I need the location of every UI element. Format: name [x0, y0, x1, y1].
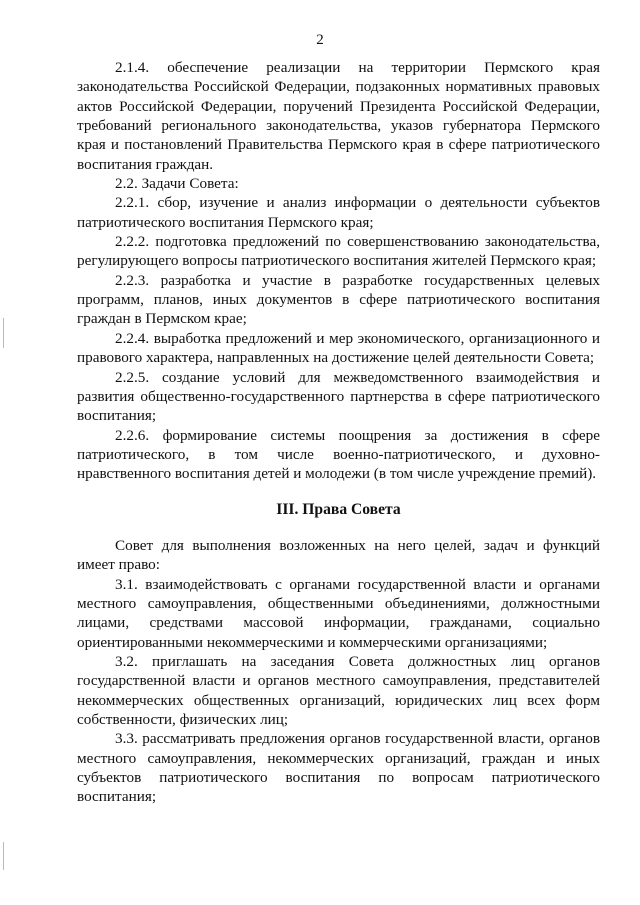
document-body — [77, 58, 600, 807]
paragraph-2-2-1: 2.2.1. сбор, изучение и анализ информации о деятельности субъектов патриотического воспитания Пермского края; — [77, 194, 600, 231]
scan-edge-mark — [3, 318, 4, 348]
paragraph-2-2-6: 2.2.6. формирование системы поощрения за достижения в сфере патриотического, в том числе военно-патриотического, и духовно-нравственного воспитания детей и молодежи (в том числе учреждение премий). — [77, 426, 600, 483]
paragraph-2-1-4: 2.1.4. обеспечение реализации на территории Пермского края законодательства Российской Федерации, подзаконных нормативных правовых актов Российской Федерации, поручений Президента Российской Федерации, требований регионального законодательства, указов губернатора Пермского края и постановлений Правительства Пермского края в сфере патриотического воспитания граждан. — [77, 59, 600, 173]
paragraph-2-2-2: 2.2.2. подготовка предложений по совершенствованию законодательства, регулирующего вопросы патриотического воспитания жителей Пермского края; — [77, 233, 600, 270]
section-heading: III. Права Совета — [276, 500, 401, 518]
paragraph-3-2: 3.2. приглашать на заседания Совета должностных лиц органов государственной власти и органов местного самоуправления, представителей некоммерческих общественных организаций, юридических лиц всех форм собственности, физических лиц; — [77, 652, 600, 728]
page-number: 2 — [316, 32, 324, 48]
paragraph-3-3: 3.3. рассматривать предложения органов государственной власти, органов местного самоуправления, некоммерческих организаций, граждан и иных субъектов патриотического воспитания по вопросам патриотического воспитания; — [77, 730, 600, 806]
paragraph-2-2-3: 2.2.3. разработка и участие в разработке государственных целевых программ, планов, иных документов в сфере патриотического воспитания граждан в Пермском крае; — [77, 271, 600, 328]
paragraph-2-2-4: 2.2.4. выработка предложений и мер экономического, организационного и правового характера, направленных на достижение целей деятельности Совета; — [77, 329, 600, 367]
paragraph-2-2: 2.2. Задачи Совета: — [115, 175, 239, 193]
paragraph-2-2-5: 2.2.5. создание условий для межведомственного взаимодействия и развития общественно-государственного партнерства в сфере патриотического воспитания; — [77, 368, 600, 425]
scan-edge-mark — [3, 842, 4, 870]
paragraph-3-intro: Совет для выполнения возложенных на него целей, задач и функций имеет право: — [77, 536, 600, 574]
paragraph-3-1: 3.1. взаимодействовать с органами государственной власти и органами местного самоуправления, общественными объединениями, должностными лицами, средствами массовой информации, гражданами, социально ориентированными некоммерческими и коммерческими организациями; — [77, 575, 600, 651]
